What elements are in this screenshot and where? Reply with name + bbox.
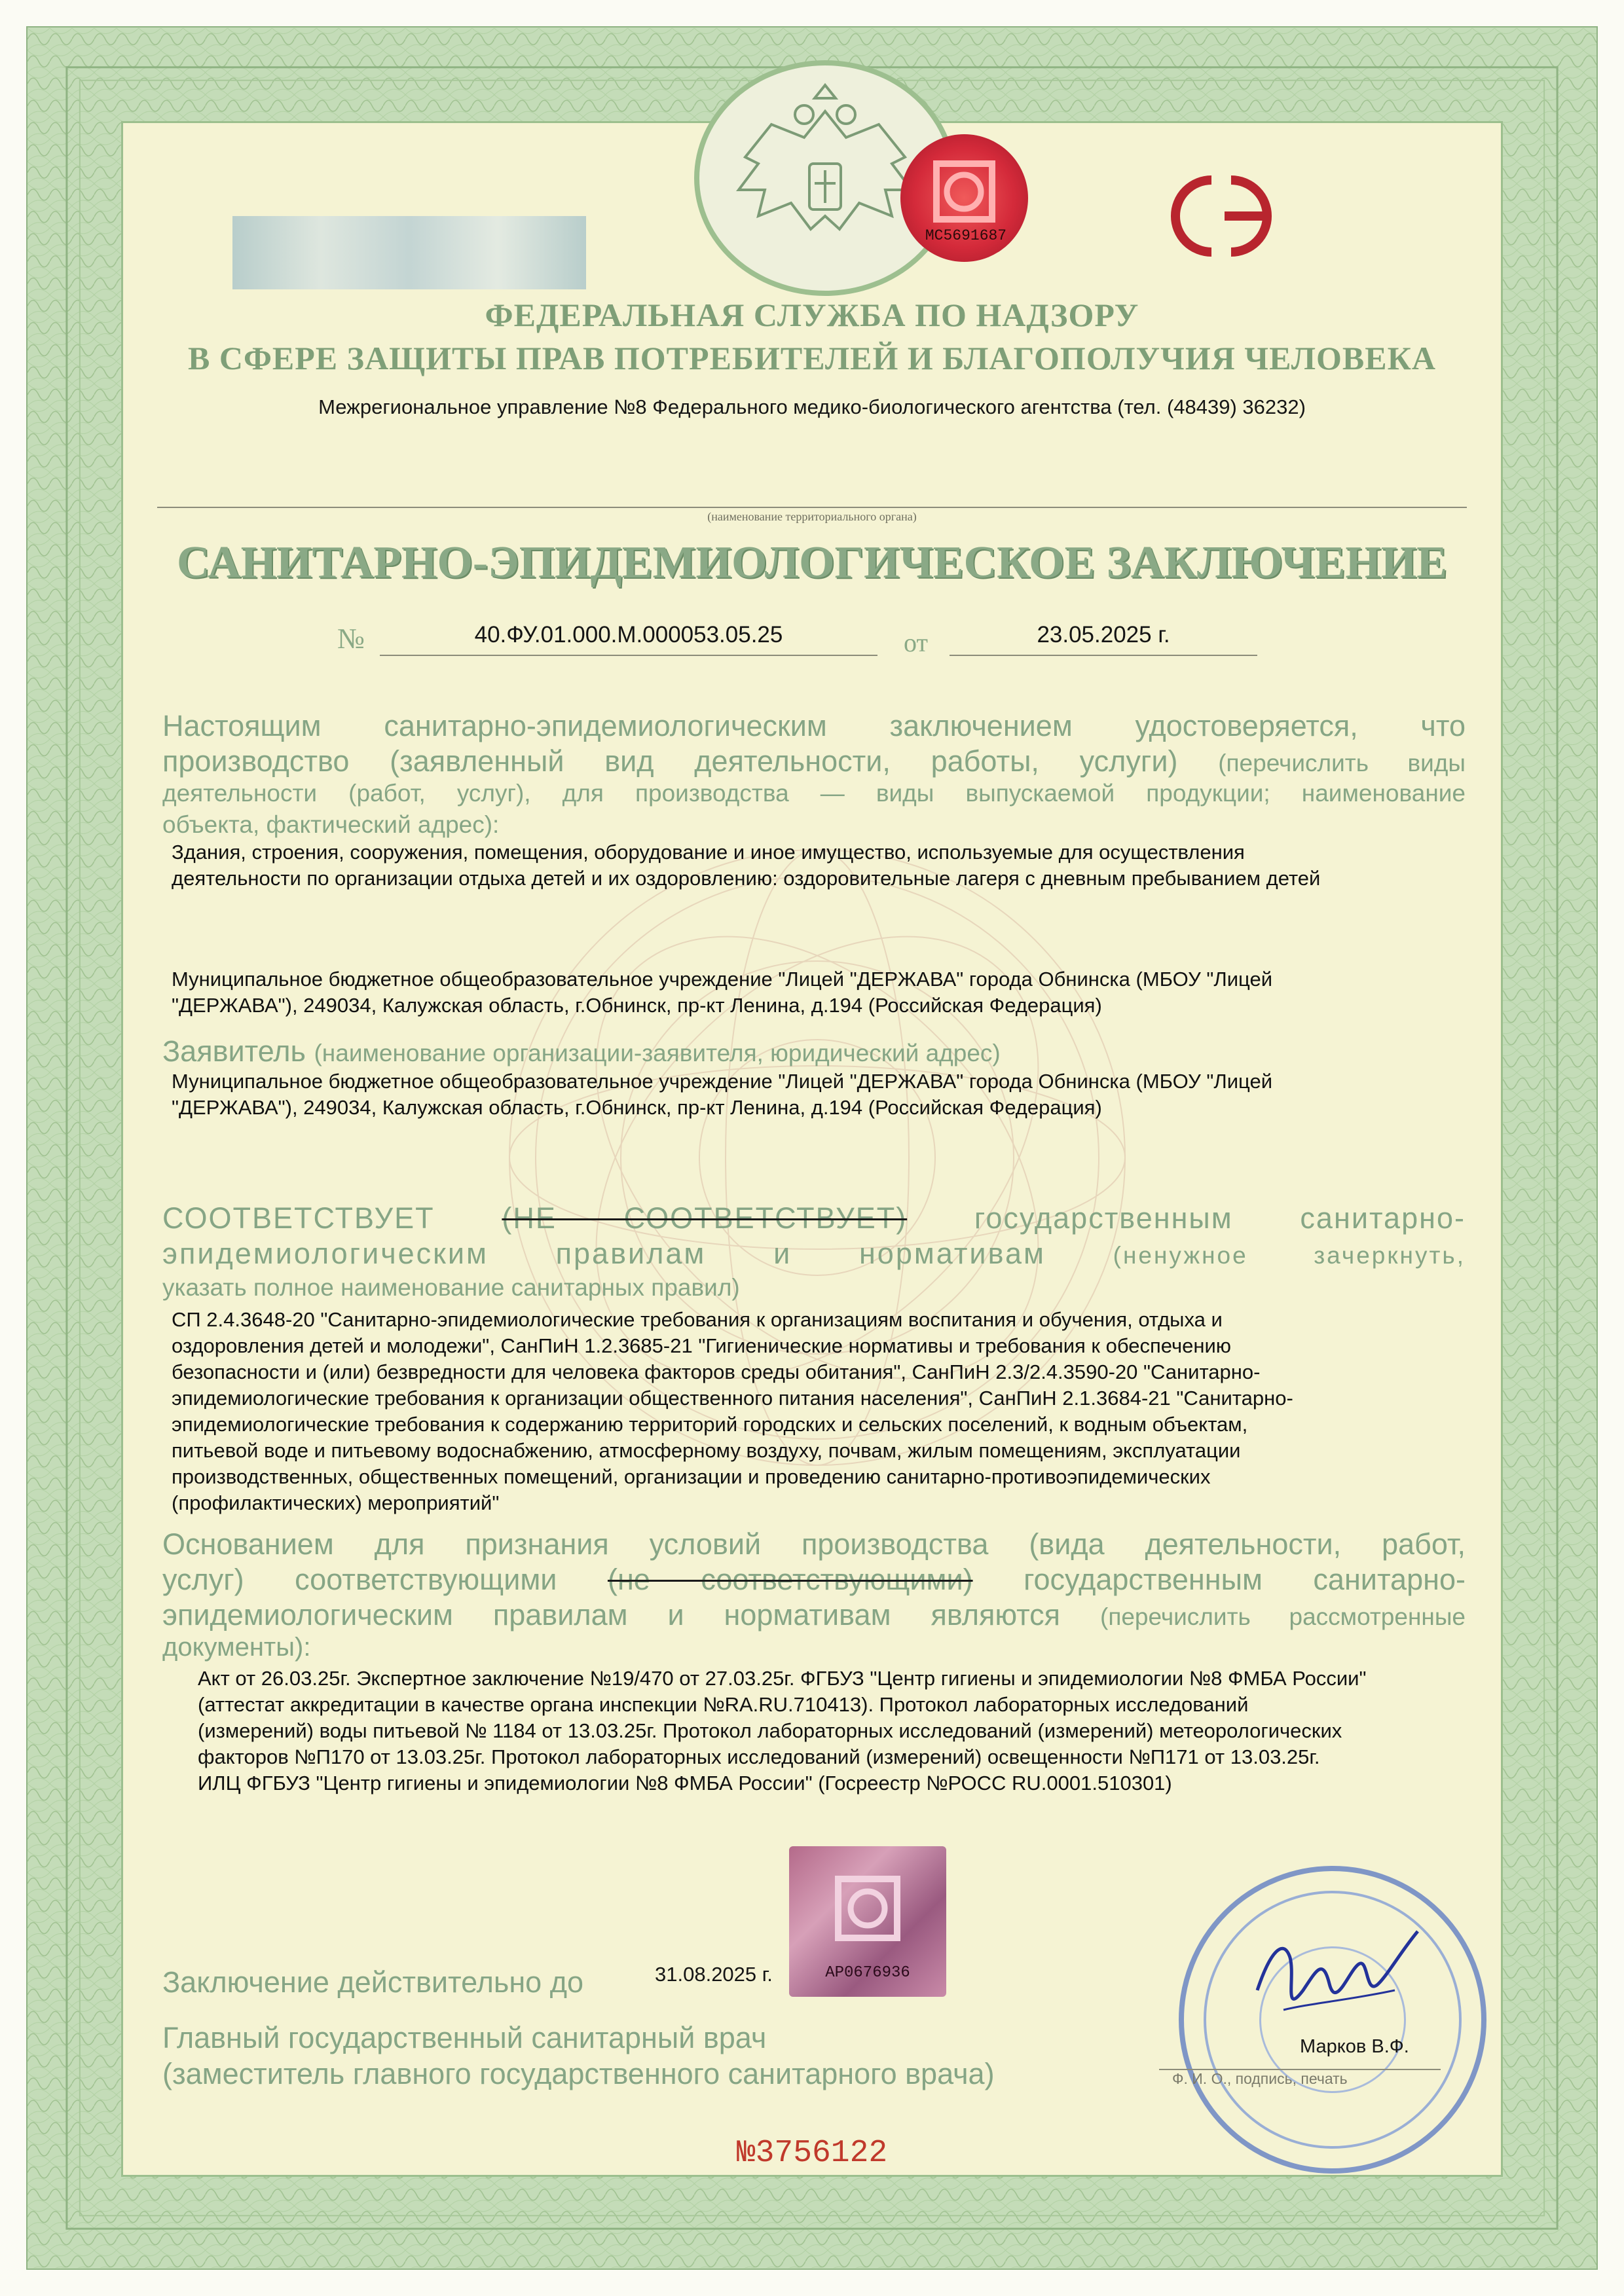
rule-line-5: эпидемиологические требования к содержанию территорий городских и сельских поселений, к водным объектам, (172, 1413, 1248, 1436)
compliance-line2 (162, 1236, 1466, 1273)
activity-text (172, 839, 1468, 892)
object-line-2: "ДЕРЖАВА"), 249034, Калужская область, г.Обнинск, пр-кт Ленина, д.194 (Российская Федерация) (172, 994, 1102, 1017)
rule-line-7: производственных, общественных помещений, организации и проведению санитарно-противоэпидемических (172, 1465, 1211, 1488)
applicant-label-small: (наименование организации-заявителя, юридический адрес) (314, 1040, 1001, 1066)
basis-line1: Основанием для признания условий производства (вида деятельности, работ, (162, 1527, 1466, 1561)
certificate-number: 40.ФУ.01.000.М.000053.05.25 (474, 622, 783, 647)
basis-documents (198, 1666, 1475, 1796)
basis-doc-line-4: факторов №П170 от 13.03.25г. Протокол лабораторных исследований (измерений) освещенности №П171 от 13.03.25г. (198, 1745, 1320, 1768)
basis-doc-line-5: ИЛЦ ФГБУЗ "Центр гигиены и эпидемиологии №8 ФМБА России" (Госреестр №РОСС RU.0001.510301) (198, 1772, 1172, 1795)
rule-line-3: безопасности и (или) безвредности для человека факторов среды обитания", СанПиН 2.3/2.4.3590-20 "Санитарно- (172, 1360, 1261, 1383)
number-underline (380, 655, 877, 656)
rule-line-1: СП 2.4.3648-20 "Санитарно-эпидемиологические требования к организациям воспитания и обучения, отдыха и (172, 1308, 1223, 1331)
compliance-word: СООТВЕТСТВУЕТ (162, 1201, 435, 1235)
basis-doc-line-2: (аттестат аккредитации в качестве органа инспекции №RA.RU.710413). Протокол лабораторных исследований (198, 1693, 1249, 1716)
agency-title-line2: В СФЕРЕ ЗАЩИТЫ ПРАВ ПОТРЕБИТЕЛЕЙ И БЛАГОПОЛУЧИЯ ЧЕЛОВЕКА (188, 340, 1436, 376)
basis-line2-a: услуг) соответствующими (162, 1563, 557, 1596)
basis-line2-b: государственным санитарно- (1024, 1563, 1466, 1596)
certifies-line2-small: (перечислить виды (1218, 750, 1466, 776)
basis-line4: документы): (162, 1633, 311, 1662)
certifies-line2-main: производство (заявленный вид деятельности, работы, услуги) (162, 744, 1178, 778)
signatory-title-line2: (заместитель главного государственного санитарного врача) (162, 2057, 995, 2090)
compliance-struck: (НЕ СООТВЕТСТВУЕТ) (502, 1201, 908, 1235)
rule-line-8: (профилактических) мероприятий" (172, 1491, 500, 1514)
compliance-line1 (162, 1201, 1466, 1235)
certifies-line3: деятельности (работ, услуг), для производства — виды выпускаемой продукции; наименование (162, 780, 1466, 807)
date-underline (950, 655, 1257, 656)
validity-label: Заключение действительно до (162, 1965, 583, 1999)
compliance-line1-rest: государственным санитарно- (974, 1201, 1466, 1235)
territorial-line (157, 507, 1467, 508)
hologram-sticker-top (900, 134, 1028, 262)
applicant-text (172, 1068, 1468, 1121)
applicant-line-1: Муниципальное бюджетное общеобразовательное учреждение "Лицей "ДЕРЖАВА" города Обнинска (МБОУ "Лицей (172, 1070, 1273, 1093)
certifies-line2 (162, 744, 1466, 780)
document-title: САНИТАРНО-ЭПИДЕМИОЛОГИЧЕСКОЕ ЗАКЛЮЧЕНИЕ (176, 538, 1447, 588)
hologram-sticker-bottom (789, 1846, 946, 1997)
certificate-date: 23.05.2025 г. (1037, 622, 1170, 647)
handwritten-signature (1244, 1912, 1428, 2043)
basis-doc-line-1: Акт от 26.03.25г. Экспертное заключение №19/470 от 27.03.25г. ФГБУЗ "Центр гигиены и эпидемиологии №8 ФМБА России" (198, 1667, 1367, 1690)
activity-line-2: деятельности по организации отдыха детей и их оздоровлению: оздоровительные лагеря с дневным пребыванием детей (172, 867, 1321, 890)
activity-line-1: Здания, строения, сооружения, помещения, оборудование и иное имущество, используемые для осуществления (172, 841, 1245, 864)
hologram-serial-top: МС5691687 (925, 227, 1007, 244)
signatory-name: Марков В.Ф. (1300, 2036, 1409, 2057)
basis-line2 (162, 1562, 1466, 1597)
certifies-line1: Настоящим санитарно-эпидемиологическим заключением удостоверяется, что (162, 709, 1466, 742)
rule-line-4: эпидемиологические требования к организации общественного питания населения", СанПиН 2.1.3684-21 "Санитарно- (172, 1387, 1293, 1410)
rule-line-2: оздоровления детей и молодежи", СанПиН 1.2.3685-21 "Гигиенические нормативы и требования к обеспечению (172, 1334, 1232, 1357)
agency-title-line1: ФЕДЕРАЛЬНАЯ СЛУЖБА ПО НАДЗОРУ (485, 297, 1139, 333)
compliance-line2-main: эпидемиологическим правилам и нормативам (162, 1237, 1046, 1270)
hologram-serial-bottom: АР0676936 (825, 1964, 910, 1982)
compliance-line2-small: (ненужное зачеркнуть, (1113, 1242, 1466, 1269)
regional-office: Межрегиональное управление №8 Федерального медико-биологического агентства (тел. (48439) 36232) (318, 395, 1306, 418)
compliance-line3: указать полное наименование санитарных правил) (162, 1274, 740, 1301)
date-label: от (904, 628, 928, 657)
object-text (172, 966, 1468, 1019)
territorial-caption: (наименование территориального органа) (707, 510, 917, 523)
certifies-line4: объекта, фактический адрес): (162, 811, 500, 838)
signatory-title-line1: Главный государственный санитарный врач (162, 2021, 767, 2054)
basis-line3-main: эпидемиологическим правилам и нормативам являются (162, 1598, 1061, 1631)
sanepid-mark-icon (1153, 167, 1290, 265)
applicant-line-2: "ДЕРЖАВА"), 249034, Калужская область, г.Обнинск, пр-кт Ленина, д.194 (Российская Федерация) (172, 1096, 1102, 1119)
applicant-heading (162, 1034, 1001, 1068)
basis-doc-line-3: (измерений) воды питьевой № 1184 от 13.03.25г. Протокол лабораторных исследований (измерений) метеорологических (198, 1719, 1342, 1742)
object-line-1: Муниципальное бюджетное общеобразовательное учреждение "Лицей "ДЕРЖАВА" города Обнинска (МБОУ "Лицей (172, 968, 1273, 991)
signature-caption: Ф. И. О., подпись, печать (1172, 2070, 1348, 2087)
sanitary-rules-list (172, 1307, 1475, 1516)
applicant-label: Заявитель (162, 1034, 306, 1068)
validity-date: 31.08.2025 г. (655, 1963, 773, 1986)
rule-line-6: питьевой воде и питьевому водоснабжению, атмосферному воздуху, почвам, жилым помещениям, эксплуатации (172, 1439, 1241, 1462)
basis-line3 (162, 1597, 1466, 1634)
number-label: № (337, 623, 365, 655)
basis-line2-struck: (не соответствующими) (607, 1563, 973, 1596)
blank-number: №3756122 (736, 2136, 888, 2171)
basis-line3-small: (перечислить рассмотренные (1100, 1603, 1466, 1630)
hologram-strip (232, 216, 586, 289)
